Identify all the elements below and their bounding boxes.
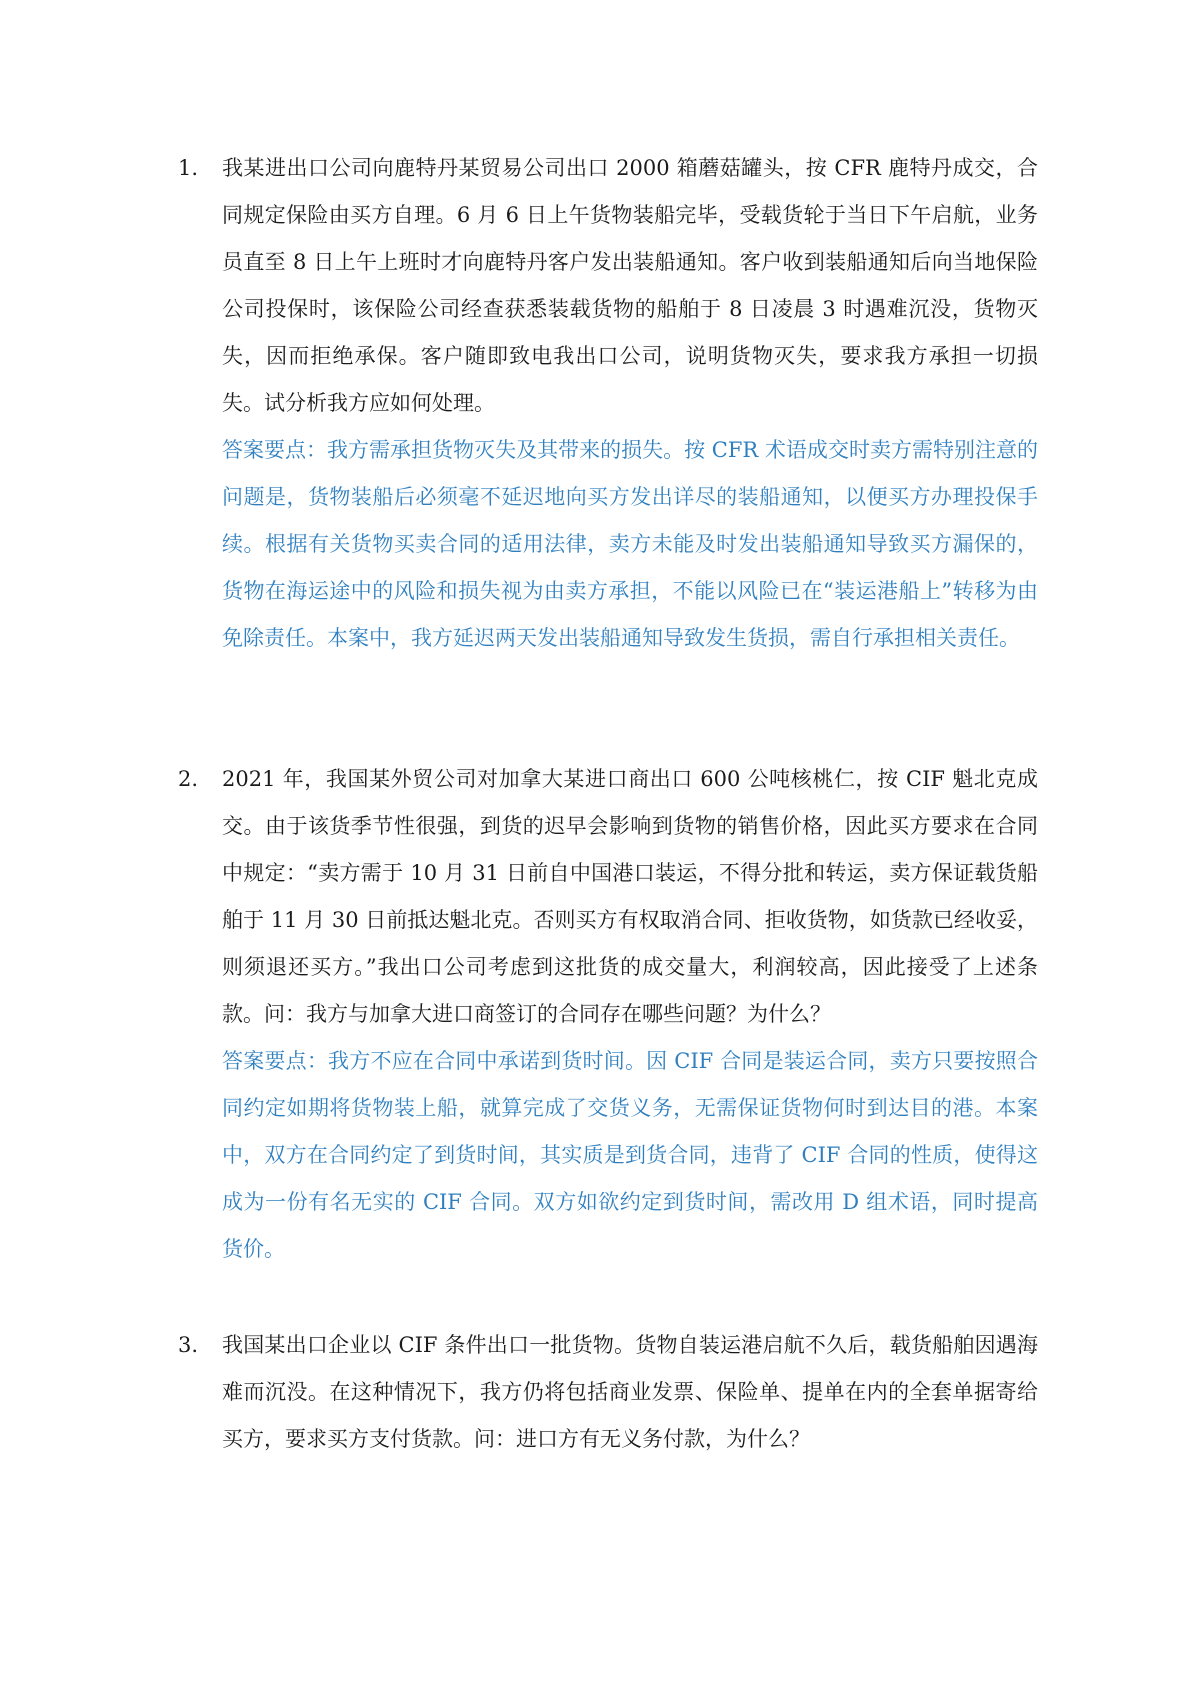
item-number: 1.: [178, 156, 199, 180]
case-question: 2021 年，我国某外贸公司对加拿大某进口商出口 600 公吨核桃仁，按 CIF 魁北克成交。由于该货季节性很强，到货的迟早会影响到货物的销售价格，因此买方要求在合同中规定：“卖方需于 10 月 31 日前自中国港口装运，不得分批和转运，卖方保证载货船舶于 11 月 30 日前抵达魁北克。否则买方有权取消合同、拒收货物，如货款已经收妥，则须退还买方。”我出口公司考虑到这批货的成交量大，利润较高，因此接受了上述条款。问：我方与加拿大进口商签订的合同存在哪些问题？为什么？: [222, 767, 1038, 1026]
case-item-2: [178, 756, 1038, 1273]
item-number: 3.: [178, 1333, 199, 1357]
case-item-1: [178, 145, 1038, 662]
item-number: 2.: [178, 767, 199, 791]
case-item-3: [178, 1322, 1038, 1463]
case-answer: 答案要点：我方需承担货物灭失及其带来的损失。按 CFR 术语成交时卖方需特别注意的问题是，货物装船后必须毫不延迟地向买方发出详尽的装船通知，以便买方办理投保手续。根据有关货物买卖合同的适用法律，卖方未能及时发出装船通知导致买方漏保的，货物在海运途中的风险和损失视为由卖方承担，不能以风险已在“装运港船上”转移为由免除责任。本案中，我方延迟两天发出装船通知导致发生货损，需自行承担相关责任。: [222, 438, 1038, 650]
case-question: 我国某出口企业以 CIF 条件出口一批货物。货物自装运港启航不久后，载货船舶因遇海难而沉没。在这种情况下，我方仍将包括商业发票、保险单、提单在内的全套单据寄给买方，要求买方支付货款。问：进口方有无义务付款，为什么？: [222, 1333, 1038, 1451]
case-question: 我某进出口公司向鹿特丹某贸易公司出口 2000 箱蘑菇罐头，按 CFR 鹿特丹成交，合同规定保险由买方自理。6 月 6 日上午货物装船完毕，受载货轮于当日下午启航，业务员直至 8 日上午上班时才向鹿特丹客户发出装船通知。客户收到装船通知后向当地保险公司投保时，该保险公司经查获悉装载货物的船舶于 8 日凌晨 3 时遇难沉没，货物灭失，因而拒绝承保。客户随即致电我出口公司，说明货物灭失，要求我方承担一切损失。试分析我方应如何处理。: [222, 156, 1038, 415]
case-answer: 答案要点：我方不应在合同中承诺到货时间。因 CIF 合同是装运合同，卖方只要按照合同约定如期将货物装上船，就算完成了交货义务，无需保证货物何时到达目的港。本案中，双方在合同约定了到货时间，其实质是到货合同，违背了 CIF 合同的性质，使得这成为一份有名无实的 CIF 合同。双方如欲约定到货时间，需改用 D 组术语，同时提高货价。: [222, 1049, 1038, 1261]
